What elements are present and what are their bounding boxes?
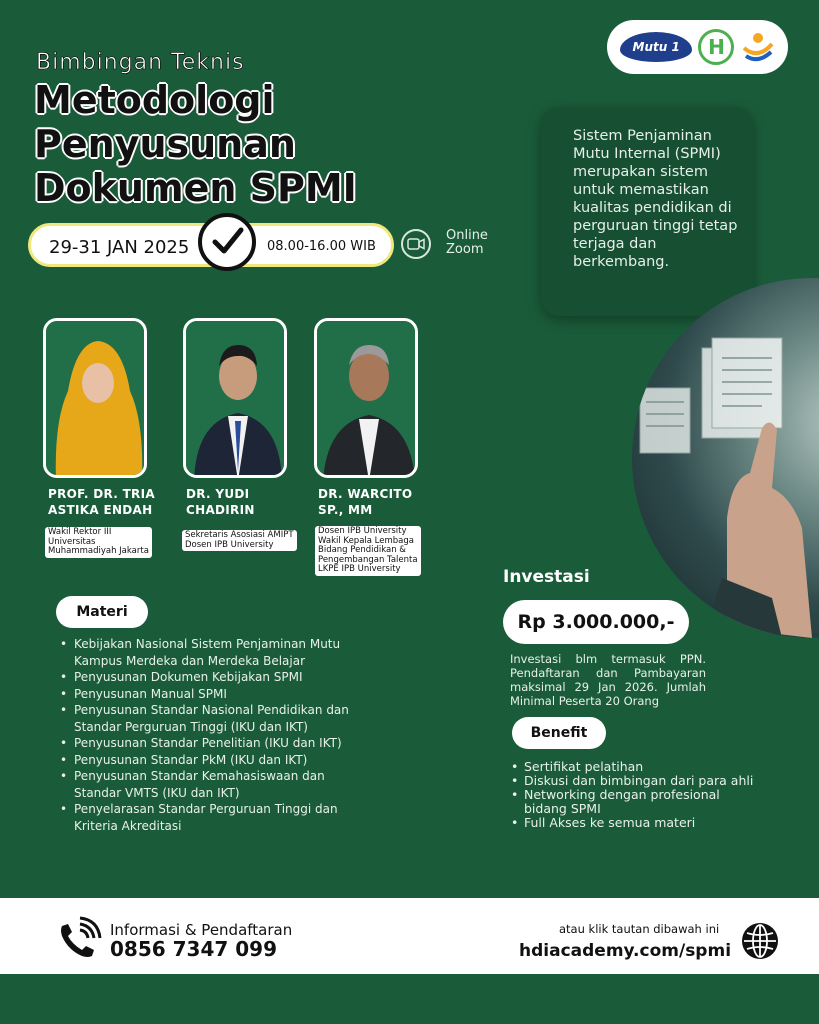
- speaker-photo-3: [314, 318, 418, 478]
- speaker-3-role-line: Wakil Kepala Lembaga: [318, 535, 414, 546]
- list-item: • Sertifikat pelatihan: [509, 760, 753, 774]
- speaker-1-name-line2: ASTIKA ENDAH: [48, 503, 153, 517]
- price-badge: Rp 3.000.000,-: [503, 600, 689, 644]
- speaker-2-role-line: Sekretaris Asosiasi AMIPT: [185, 530, 294, 540]
- speaker-role-1: [45, 527, 152, 558]
- materi-list: [58, 636, 368, 834]
- h-logo-text: H: [708, 35, 725, 59]
- phone-number[interactable]: 0856 7347 099: [110, 937, 278, 961]
- speaker-2-name-line1: DR. YUDI: [186, 487, 250, 501]
- registration-link[interactable]: hdiacademy.com/spmi: [519, 941, 732, 961]
- speaker-3-role-line: LKPE IPB University: [318, 564, 401, 574]
- mutu-logo-text: Mutu 1: [632, 40, 680, 54]
- partner-logos: [607, 20, 788, 74]
- speaker-3-role-line: Pengembangan Talenta: [318, 554, 418, 565]
- list-item: • Networking dengan profesional bidang SPMI: [509, 788, 749, 816]
- list-item: • Penyusunan Standar Nasional Pendidikan dan Standar Perguruan Tinggi (IKU dan IKT): [58, 702, 368, 735]
- list-item: • Penyelarasan Standar Perguruan Tinggi dan Kriteria Akreditasi: [58, 801, 368, 834]
- event-time: 08.00-16.00 WIB: [267, 239, 376, 254]
- footer-bottom-band: [0, 974, 819, 1024]
- speaker-role-3: [315, 526, 421, 576]
- list-item: • Penyusunan Standar Kemahasiswaan dan Standar VMTS (IKU dan IKT): [58, 768, 368, 801]
- description-text: Sistem Penjaminan Mutu Internal (SPMI) merupakan sistem untuk memastikan kualitas pendidikan di perguruan tinggi tetap terjaga dan berkembang.: [573, 128, 738, 270]
- materi-label: Materi: [56, 596, 148, 628]
- speaker-3-role-line: Dosen IPB University: [318, 526, 407, 536]
- investasi-note: Investasi blm termasuk PPN. Pendaftaran dan Pambayaran maksimal 29 Jan 2026. Jumlah Minimal Peserta 20 Orang: [510, 652, 706, 708]
- list-item: • Penyusunan Standar PkM (IKU dan IKT): [58, 752, 368, 769]
- mode-zoom: Zoom: [446, 242, 484, 257]
- speaker-3-name-line2: SP., MM: [318, 503, 373, 517]
- video-camera-icon: [401, 229, 431, 259]
- checkmark-clock-icon: [198, 213, 256, 271]
- list-item: • Penyusunan Manual SPMI: [58, 686, 368, 703]
- speaker-3-name-line1: DR. WARCITO: [318, 487, 413, 501]
- title-line-2: Penyusunan: [34, 122, 296, 166]
- link-label: atau klik tautan dibawah ini: [559, 922, 720, 936]
- documents-hand-photo: [632, 278, 819, 638]
- list-item: • Kebijakan Nasional Sistem Penjaminan Mutu Kampus Merdeka dan Merdeka Belajar: [58, 636, 368, 669]
- title-line-1: Metodologi: [34, 78, 275, 122]
- speaker-name-3: [318, 486, 412, 518]
- event-mode: [446, 229, 488, 257]
- speaker-1-name-line1: PROF. DR. TRIA: [48, 487, 155, 501]
- event-date: 29-31 JAN 2025: [49, 237, 190, 258]
- mode-online: Online: [446, 228, 488, 243]
- globe-icon: [741, 922, 779, 960]
- mutu-logo: [620, 32, 692, 62]
- speaker-2-name-line2: CHADIRIN: [186, 503, 255, 517]
- list-item: • Penyusunan Standar Penelitian (IKU dan IKT): [58, 735, 368, 752]
- phone-icon: [54, 916, 102, 964]
- speaker-photo-1: [43, 318, 147, 478]
- speaker-1-role-line: Wakil Rektor III: [48, 527, 112, 537]
- speaker-1-role-line: Muhammadiyah Jakarta: [48, 546, 149, 556]
- speaker-2-role-line: Dosen IPB University: [185, 539, 274, 550]
- speaker-photo-2: [183, 318, 287, 478]
- list-item: • Diskusi dan bimbingan dari para ahli: [509, 774, 753, 788]
- event-subtitle: Bimbingan Teknis: [36, 50, 245, 75]
- h-logo: [698, 29, 734, 65]
- speaker-1-role-line: Universitas: [48, 536, 96, 547]
- speaker-name-1: [48, 486, 155, 518]
- title-line-3: Dokumen SPMI: [34, 166, 357, 210]
- swoosh-logo: [741, 30, 775, 64]
- event-title: [34, 78, 357, 210]
- description-box: [541, 107, 753, 316]
- list-item: • Penyusunan Dokumen Kebijakan SPMI: [58, 669, 368, 686]
- speaker-name-2: [186, 486, 255, 518]
- benefit-list: [509, 760, 753, 830]
- list-item: • Full Akses ke semua materi: [509, 816, 753, 830]
- speaker-role-2: [182, 530, 297, 551]
- speaker-3-role-line: Bidang Pendidikan &: [318, 545, 406, 555]
- investasi-label: Investasi: [503, 567, 590, 587]
- benefit-label: Benefit: [512, 717, 606, 749]
- info-label: Informasi & Pendaftaran: [110, 921, 293, 939]
